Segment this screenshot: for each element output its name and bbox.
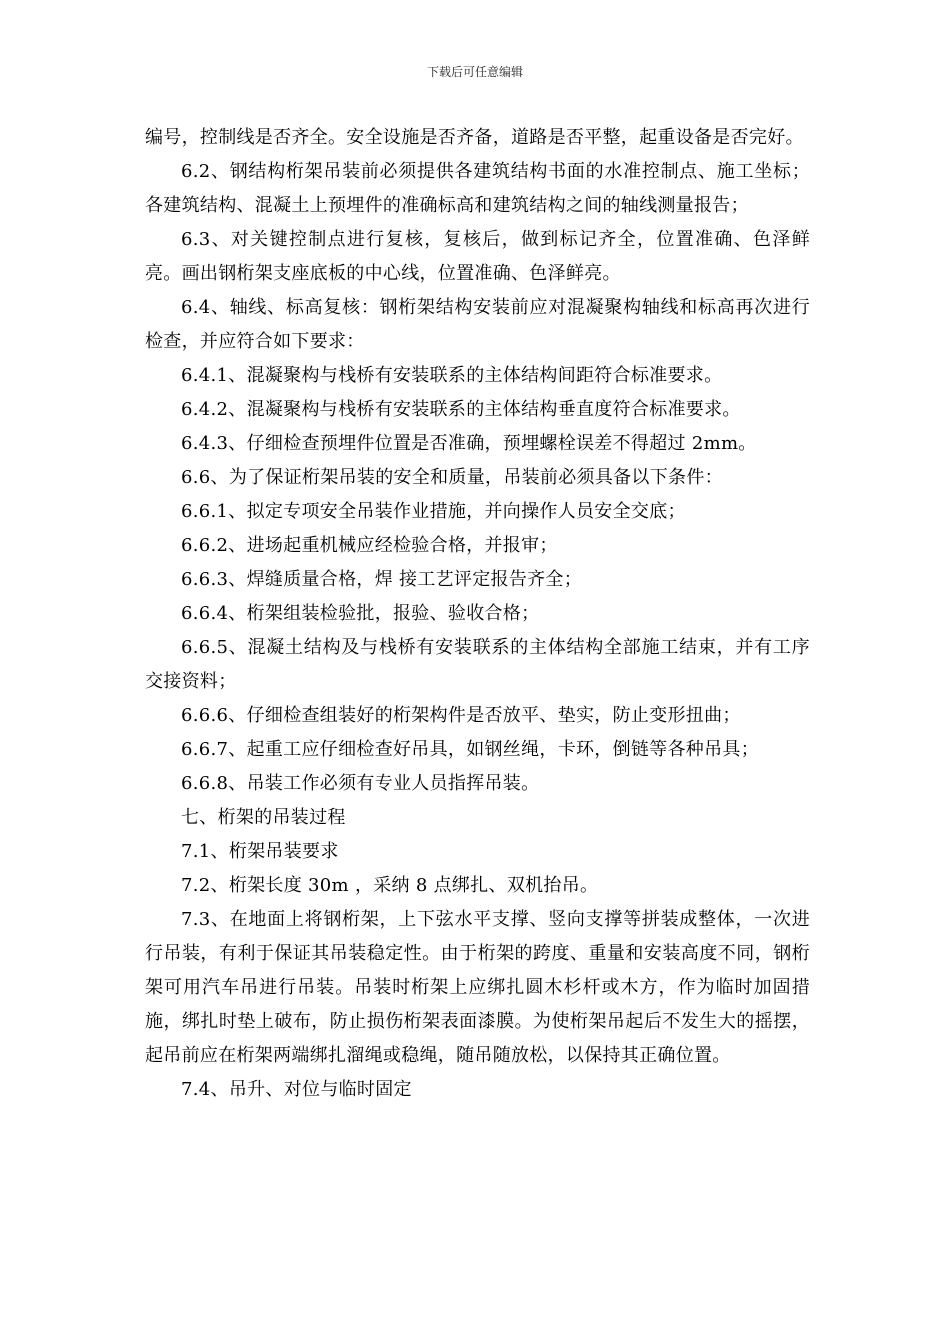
paragraph-6-6-4: 6.6.4、桁架组装检验批，报验、验收合格； xyxy=(181,603,540,624)
paragraph-6-2: 6.2、钢结构桁架吊装前必须提供各建筑结构书面的水准控制点、施工坐标；各建筑结构、混凝土上预埋件的准确标高和建筑结构之间的轴线测量报告； xyxy=(145,161,810,216)
paragraph-6-4-1: 6.4.1、混凝聚构与栈桥有安装联系的主体结构间距符合标准要求。 xyxy=(181,365,723,386)
paragraph-6-6-7: 6.6.7、起重工应仔细检查好吊具，如钢丝绳，卡环，倒链等各种吊具； xyxy=(181,739,759,760)
section-heading-7: 七、桁架的吊装过程 xyxy=(181,807,346,828)
paragraph-7-1: 7.1、桁架吊装要求 xyxy=(181,841,339,862)
paragraph-6-6-2: 6.6.2、进场起重机械应经检验合格，并报审； xyxy=(181,535,558,556)
paragraph-6-4: 6.4、轴线、标高复核：钢桁架结构安装前应对混凝聚构轴线和标高再次进行检查，并应符合如下要求： xyxy=(145,297,810,352)
paragraph-7-3: 7.3、在地面上将钢桁架，上下弦水平支撑、竖向支撑等拼装成整体，一次进行吊装，有利于保证其吊装稳定性。由于桁架的跨度、重量和安装高度不同，钢桁架可用汽车吊进行吊装。吊装时桁架上应绑扎圆木杉杆或木方，作为临时加固措施，绑扎时垫上破布，防止损伤桁架表面漆膜。为使桁架吊起后不发生大的摇摆，起吊前应在桁架两端绑扎溜绳或稳绳，随吊随放松，以保持其正确位置。 xyxy=(145,909,810,1066)
paragraph-6-4-2: 6.4.2、混凝聚构与栈桥有安装联系的主体结构垂直度符合标准要求。 xyxy=(181,399,741,420)
paragraph-7-2: 7.2、桁架长度 30m ，采纳 8 点绑扎、双机抬吊。 xyxy=(181,875,599,896)
paragraph-6-6-3: 6.6.3、焊缝质量合格，焊 接工艺评定报告齐全； xyxy=(181,569,583,590)
paragraph-6-6-8: 6.6.8、吊装工作必须有专业人员指挥吊装。 xyxy=(181,773,540,794)
paragraph-6-4-3: 6.4.3、仔细检查预埋件位置是否准确，预埋螺栓误差不得超过 2mm。 xyxy=(181,433,757,454)
paragraph-6-6-5: 6.6.5、混凝土结构及与栈桥有安装联系的主体结构全部施工结束，并有工序交接资料； xyxy=(145,637,810,692)
paragraph-6-3: 6.3、对关键控制点进行复核，复核后，做到标记齐全，位置准确、色泽鲜亮。画出钢桁架支座底板的中心线，位置准确、色泽鲜亮。 xyxy=(145,229,810,284)
paragraph-6-6-6: 6.6.6、仔细检查组装好的桁架构件是否放平、垫实，防止变形扭曲； xyxy=(181,705,741,726)
paragraph-continuation: 编号，控制线是否齐全。安全设施是否齐备，道路是否平整，起重设备是否完好。 xyxy=(145,127,804,148)
paragraph-6-6: 6.6、为了保证桁架吊装的安全和质量，吊装前必须具备以下条件： xyxy=(181,467,723,488)
document-body xyxy=(145,121,810,1107)
paragraph-7-4: 7.4、吊升、对位与临时固定 xyxy=(181,1079,412,1100)
paragraph-6-6-1: 6.6.1、拟定专项安全吊装作业措施，并向操作人员安全交底； xyxy=(181,501,686,522)
page-header: 下载后可任意编辑 xyxy=(426,65,523,79)
